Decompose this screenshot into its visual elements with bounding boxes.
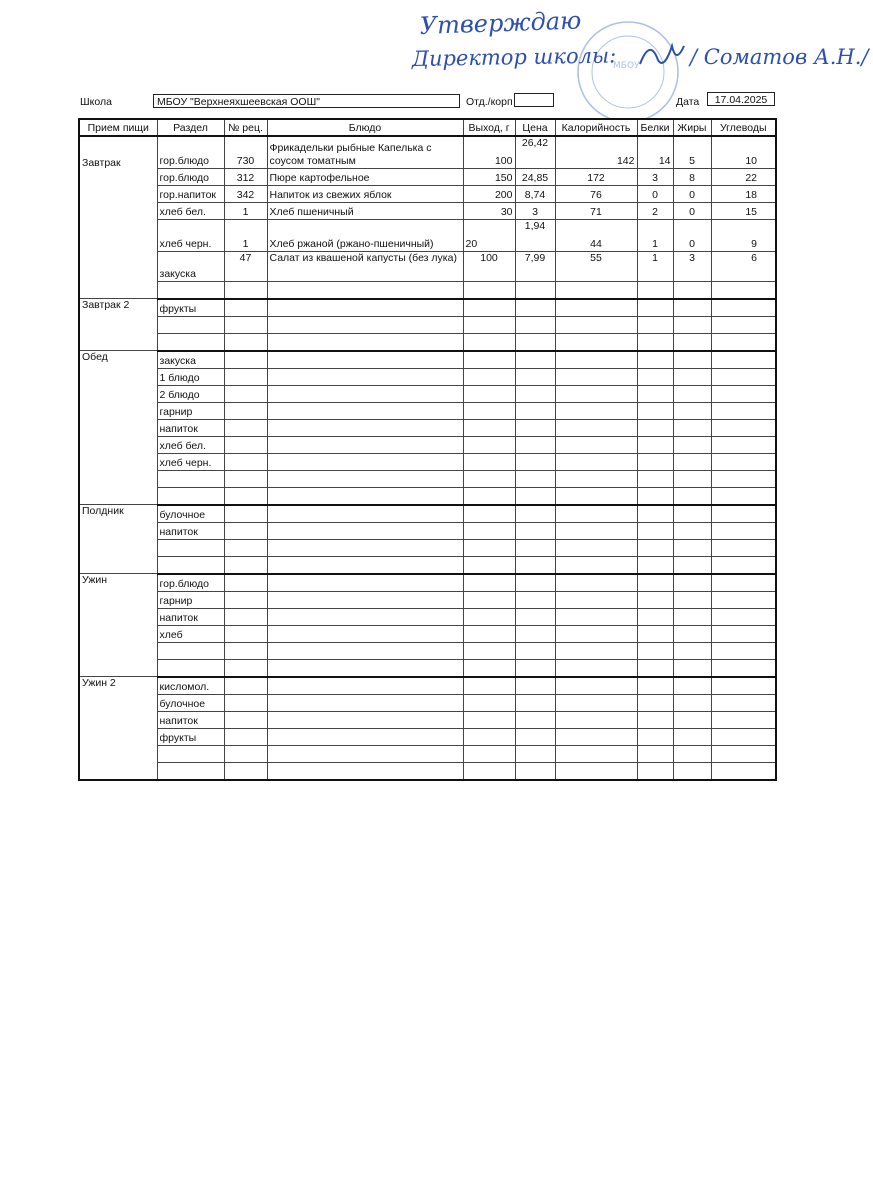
- price-cell: 1,94: [515, 219, 555, 251]
- table-row: [79, 487, 776, 505]
- dish-cell: Хлеб пшеничный: [267, 202, 463, 219]
- section-cell: гор.блюдо: [157, 136, 224, 168]
- price-cell: 24,85: [515, 168, 555, 185]
- school-label: Школа: [80, 96, 112, 108]
- section-cell: кисломол.: [157, 677, 224, 695]
- recipe-cell: 730: [224, 136, 267, 168]
- section-cell: булочное: [157, 694, 224, 711]
- table-row: [79, 505, 776, 523]
- protein-cell: 2: [637, 202, 673, 219]
- section-cell: хлеб черн.: [157, 219, 224, 251]
- meal-label: Завтрак: [82, 157, 121, 169]
- fat-cell: 8: [673, 168, 711, 185]
- section-cell: 1 блюдо: [157, 368, 224, 385]
- table-row: [79, 728, 776, 745]
- table-row: [79, 368, 776, 385]
- yield-cell: 20: [463, 219, 515, 251]
- yield-cell: 100: [463, 136, 515, 168]
- section-cell: хлеб: [157, 625, 224, 642]
- table-row: [79, 762, 776, 780]
- approval-line-2: Директор школы:: [411, 43, 617, 71]
- kcal-cell: 44: [555, 219, 637, 251]
- price-cell: 7,99: [515, 251, 555, 281]
- col-fat: Жиры: [673, 119, 711, 136]
- section-cell: гор.блюдо: [157, 168, 224, 185]
- price-cell: 26,42: [515, 136, 555, 168]
- table-row: [79, 574, 776, 592]
- table-row: [79, 281, 776, 299]
- recipe-cell: 1: [224, 202, 267, 219]
- kcal-cell: 172: [555, 168, 637, 185]
- table-row: [79, 136, 776, 168]
- carbs-cell: 10: [711, 136, 776, 168]
- table-row: [79, 219, 776, 251]
- dish-cell: Фрикадельки рыбные Капелька с соусом томатным: [267, 136, 463, 168]
- table-row: [79, 185, 776, 202]
- yield-cell: 30: [463, 202, 515, 219]
- section-cell: напиток: [157, 522, 224, 539]
- table-row: [79, 711, 776, 728]
- table-row: [79, 539, 776, 556]
- protein-cell: 0: [637, 185, 673, 202]
- menu-table: [78, 118, 777, 781]
- carbs-cell: 22: [711, 168, 776, 185]
- protein-cell: 1: [637, 251, 673, 281]
- section-cell: закуска: [157, 351, 224, 369]
- svg-text:МБОУ: МБОУ: [613, 61, 640, 71]
- section-cell: булочное: [157, 505, 224, 523]
- table-row: [79, 694, 776, 711]
- table-row: [79, 333, 776, 351]
- carbs-cell: 15: [711, 202, 776, 219]
- carbs-cell: 6: [711, 251, 776, 281]
- col-protein: Белки: [637, 119, 673, 136]
- recipe-cell: 47: [224, 251, 267, 281]
- col-price: Цена: [515, 119, 555, 136]
- section-cell: напиток: [157, 711, 224, 728]
- meal-breakfast: [79, 136, 157, 299]
- table-row: [79, 453, 776, 470]
- table-row: [79, 419, 776, 436]
- table-row: [79, 642, 776, 659]
- protein-cell: 1: [637, 219, 673, 251]
- section-cell: 2 блюдо: [157, 385, 224, 402]
- section-cell: напиток: [157, 608, 224, 625]
- carbs-cell: 9: [711, 219, 776, 251]
- dish-cell: Пюре картофельное: [267, 168, 463, 185]
- section-cell: хлеб бел.: [157, 436, 224, 453]
- kcal-cell: 71: [555, 202, 637, 219]
- col-yield: Выход, г: [463, 119, 515, 136]
- date-label: Дата: [676, 96, 700, 108]
- meal-snack: Полдник: [79, 505, 157, 574]
- table-row: [79, 470, 776, 487]
- section-cell: фрукты: [157, 299, 224, 317]
- section-cell: напиток: [157, 419, 224, 436]
- table-row: [79, 316, 776, 333]
- table-row: [79, 625, 776, 642]
- table-header-row: [79, 119, 776, 136]
- table-row: [79, 522, 776, 539]
- col-dish: Блюдо: [267, 119, 463, 136]
- section-cell: хлеб бел.: [157, 202, 224, 219]
- section-cell: гор.напиток: [157, 185, 224, 202]
- dish-cell: Напиток из свежих яблок: [267, 185, 463, 202]
- table-row: [79, 591, 776, 608]
- price-cell: 3: [515, 202, 555, 219]
- school-stamp: [578, 22, 678, 120]
- table-row: [79, 402, 776, 419]
- kcal-cell: 55: [555, 251, 637, 281]
- col-recipe: № рец.: [224, 119, 267, 136]
- recipe-cell: 312: [224, 168, 267, 185]
- yield-cell: 150: [463, 168, 515, 185]
- table-row: [79, 745, 776, 762]
- dish-cell: Салат из квашеной капусты (без лука): [267, 251, 463, 281]
- protein-cell: 14: [637, 136, 673, 168]
- section-cell: фрукты: [157, 728, 224, 745]
- table-row: [79, 436, 776, 453]
- fat-cell: 0: [673, 219, 711, 251]
- price-cell: 8,74: [515, 185, 555, 202]
- approval-line-3: / Соматов А.Н./: [690, 45, 869, 69]
- recipe-cell: 1: [224, 219, 267, 251]
- recipe-cell: 342: [224, 185, 267, 202]
- col-carbs: Углеводы: [711, 119, 776, 136]
- table-row: [79, 677, 776, 695]
- dept-value: [514, 93, 554, 107]
- yield-cell: 200: [463, 185, 515, 202]
- meal-dinner-2: Ужин 2: [79, 677, 157, 780]
- dish-cell: Хлеб ржаной (ржано-пшеничный): [267, 219, 463, 251]
- section-cell: гарнир: [157, 591, 224, 608]
- table-row: [79, 202, 776, 219]
- dept-label: Отд./корп: [466, 96, 513, 108]
- kcal-cell: 142: [555, 136, 637, 168]
- col-kcal: Калорийность: [555, 119, 637, 136]
- kcal-cell: 76: [555, 185, 637, 202]
- date-value: 17.04.2025: [707, 92, 775, 106]
- table-row: [79, 608, 776, 625]
- meal-breakfast-2: Завтрак 2: [79, 299, 157, 351]
- section-cell: гарнир: [157, 402, 224, 419]
- col-meal: Прием пищи: [79, 119, 157, 136]
- table-row: [79, 351, 776, 369]
- table-row: [79, 556, 776, 574]
- meal-dinner: Ужин: [79, 574, 157, 677]
- table-row: [79, 299, 776, 317]
- table-row: [79, 168, 776, 185]
- section-cell: гор.блюдо: [157, 574, 224, 592]
- approval-line-1: Утверждаю: [419, 6, 582, 40]
- protein-cell: 3: [637, 168, 673, 185]
- fat-cell: 5: [673, 136, 711, 168]
- table-row: [79, 251, 776, 281]
- meal-lunch: Обед: [79, 351, 157, 505]
- section-cell: закуска: [157, 251, 224, 281]
- table-row: [79, 659, 776, 677]
- fat-cell: 0: [673, 202, 711, 219]
- table-row: [79, 385, 776, 402]
- school-value: МБОУ "Верхнеяхшеевская ООШ": [153, 94, 460, 108]
- fat-cell: 3: [673, 251, 711, 281]
- fat-cell: 0: [673, 185, 711, 202]
- carbs-cell: 18: [711, 185, 776, 202]
- section-cell: хлеб черн.: [157, 453, 224, 470]
- yield-cell: 100: [463, 251, 515, 281]
- col-section: Раздел: [157, 119, 224, 136]
